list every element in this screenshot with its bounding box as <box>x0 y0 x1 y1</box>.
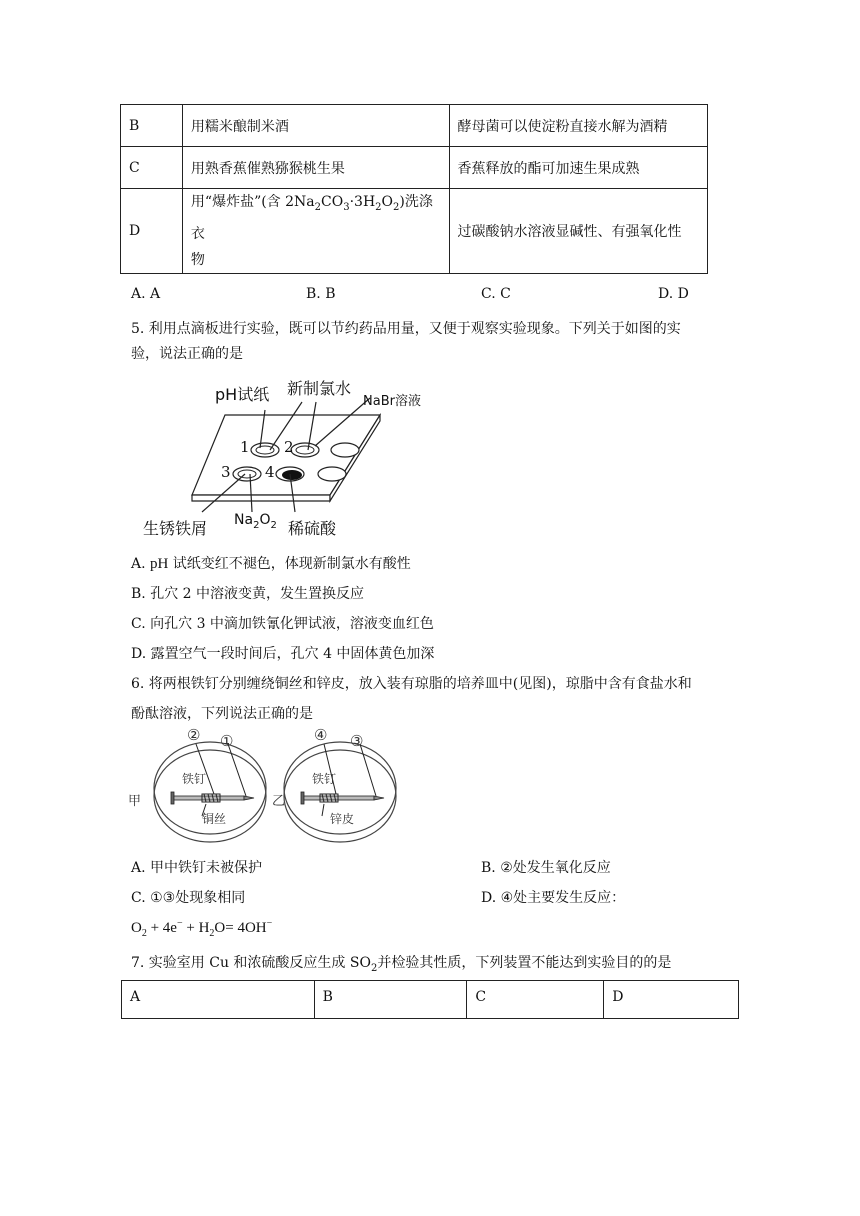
label-iron-nail-2: 铁钉 <box>312 772 337 786</box>
practice-text: O <box>381 194 394 210</box>
q5-option-c[interactable]: C. 向孔穴 3 中滴加铁氰化钾试液，溶液变血红色 <box>131 616 434 632</box>
stem-text: 7. 实验室用 Cu 和浓硫酸反应生成 SO <box>131 955 371 971</box>
label-jia: 甲 <box>128 794 142 809</box>
label-ph-paper: pH试纸 <box>215 385 270 404</box>
q6-stem-line1: 6. 将两根铁钉分别缠绕铜丝和锌皮，放入装有琼脂的培养皿中(见图)，琼脂中含有食盐水和 <box>131 676 692 692</box>
circle-label-3: ③ <box>350 732 364 750</box>
label-dilute-acid: 稀硫酸 <box>288 519 337 538</box>
header-c: C <box>467 981 604 1019</box>
subscript: 2 <box>209 928 215 939</box>
subscript: 3 <box>343 201 350 213</box>
row-letter: C <box>121 147 183 189</box>
label-na2o2 <box>234 512 277 531</box>
option-b[interactable]: B. B <box>306 286 336 302</box>
spot-plate-figure <box>140 370 430 540</box>
q6-option-c[interactable]: C. ①③处现象相同 <box>131 890 246 906</box>
subscript: 2 <box>370 962 378 974</box>
row-practice: 用熟香蕉催熟猕猴桃生果 <box>182 147 449 189</box>
well-number-2: 2 <box>284 438 294 456</box>
row-letter: D <box>121 189 183 274</box>
subscript: 2 <box>141 928 147 939</box>
ph-symbol: pH <box>150 556 169 572</box>
option-a[interactable]: A. A <box>131 286 161 302</box>
q5-option-d[interactable]: D. 露置空气一段时间后，孔穴 4 中固体黄色加深 <box>131 646 435 662</box>
label-rusty-iron: 生锈铁屑 <box>143 519 208 538</box>
label-zinc-sheet: 锌皮 <box>330 812 355 826</box>
superscript: − <box>266 918 273 929</box>
stem-text: 并检验其性质，下列装置不能达到实验目的的是 <box>377 955 672 971</box>
subscript: 2 <box>314 201 322 213</box>
header-a: A <box>122 981 315 1019</box>
equation-part: + 4e <box>146 920 177 936</box>
q6-stem-line2: 酚酞溶液，下列说法正确的是 <box>131 706 313 722</box>
label-copper-wire: 铜丝 <box>202 812 227 826</box>
row-letter: B <box>121 105 183 147</box>
table-header-row <box>122 981 739 1019</box>
header-b: B <box>314 981 467 1019</box>
option-prefix: A. <box>131 556 151 572</box>
option-text: 试纸变红不褪色，体现新制氯水有酸性 <box>168 556 411 572</box>
formula-part: O <box>259 512 271 528</box>
header-d: D <box>604 981 739 1019</box>
label-yi: 乙 <box>272 794 286 809</box>
q4-table <box>120 104 708 274</box>
row-reason: 香蕉释放的酯可加速生果成熟 <box>449 147 707 189</box>
practice-text: CO <box>321 194 344 210</box>
option-d[interactable]: D. D <box>658 286 689 302</box>
q5-option-a[interactable] <box>131 553 411 573</box>
q7-stem <box>131 952 671 974</box>
equation-part: + H <box>182 920 210 936</box>
row-practice <box>182 189 449 274</box>
circle-label-1: ① <box>220 732 234 750</box>
row-reason: 过碳酸钠水溶液显碱性、有强氧化性 <box>449 189 707 274</box>
well-number-3: 3 <box>221 463 231 481</box>
q6-equation <box>131 918 272 939</box>
table-row <box>121 189 708 274</box>
subscript: 2 <box>253 519 260 531</box>
subscript: 2 <box>375 201 382 213</box>
row-reason: 酵母菌可以使淀粉直接水解为酒精 <box>449 105 707 147</box>
label-iron-nail-1: 铁钉 <box>182 772 207 786</box>
label-chlorine-water: 新制氯水 <box>287 379 352 398</box>
q6-option-a[interactable]: A. 甲中铁钉未被保护 <box>131 860 263 876</box>
q5-stem-line2: 验，说法正确的是 <box>131 346 243 362</box>
row-practice: 用糯米酿制米酒 <box>182 105 449 147</box>
subscript: 2 <box>270 519 277 531</box>
circle-label-2: ② <box>187 726 201 744</box>
practice-text: 物 <box>190 251 205 268</box>
well-number-1: 1 <box>240 438 250 456</box>
q6-option-b[interactable]: B. ②处发生氧化反应 <box>481 860 611 876</box>
equation-part: O <box>131 920 142 936</box>
option-c[interactable]: C. C <box>481 286 511 302</box>
practice-text: ·3H <box>349 194 376 210</box>
circle-label-4: ④ <box>314 726 328 744</box>
formula-part: Na <box>234 512 254 528</box>
q7-table <box>121 980 739 1019</box>
q6-option-d[interactable]: D. ④处主要发生反应： <box>481 890 626 906</box>
petri-dish-figure <box>124 726 404 852</box>
subscript: 2 <box>393 201 400 213</box>
label-nabr: NaBr溶液 <box>363 394 421 409</box>
practice-text: 用“爆炸盐”(含 2Na <box>190 194 315 210</box>
table-row <box>121 105 708 147</box>
equation-part: O= 4OH <box>214 920 267 936</box>
superscript: − <box>176 918 183 929</box>
table-row <box>121 147 708 189</box>
q5-option-b[interactable]: B. 孔穴 2 中溶液变黄，发生置换反应 <box>131 586 364 602</box>
well-number-4: 4 <box>265 463 275 481</box>
q5-stem-line1: 5. 利用点滴板进行实验，既可以节约药品用量，又便于观察实验现象。下列关于如图的实 <box>131 321 681 337</box>
practice-text: )洗涤衣 <box>190 194 433 242</box>
